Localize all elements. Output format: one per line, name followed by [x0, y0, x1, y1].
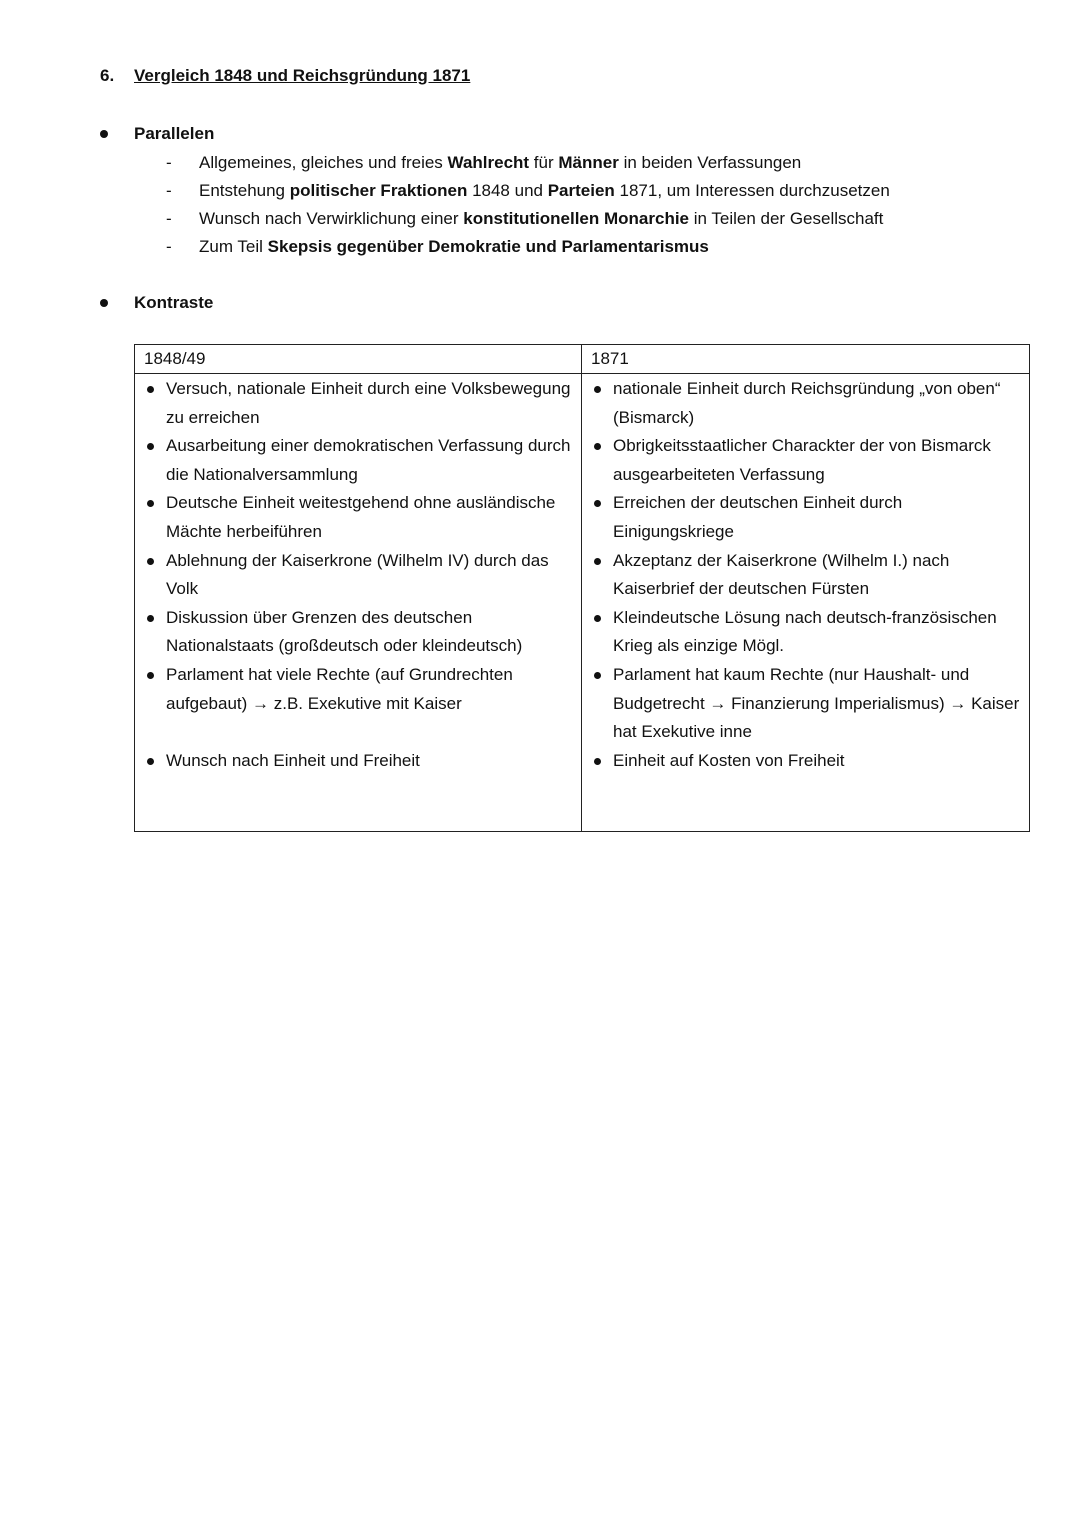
list-item: Deutsche Einheit weitestgehend ohne ausländische Mächte herbeiführen: [143, 489, 575, 546]
cell-1871: [582, 374, 1030, 832]
parallels-label: Parallelen: [134, 124, 215, 143]
item-text: 1871, um Interessen durchzusetzen: [614, 181, 890, 200]
header-1848: 1848/49: [135, 345, 582, 374]
header-1871: 1871: [582, 345, 1030, 374]
list-1871: [582, 375, 1029, 775]
dash-icon: -: [166, 237, 172, 256]
comparison-table: [134, 344, 1030, 832]
bullet-icon: [100, 299, 108, 307]
dash-icon: -: [166, 209, 172, 228]
item-text: in Teilen der Gesellschaft: [689, 209, 884, 228]
item-text: Wunsch nach Verwirklichung einer: [199, 209, 464, 228]
heading-title: Vergleich 1848 und Reichsgründung 1871: [134, 66, 471, 85]
emphasis-text: Wahlrecht: [447, 153, 530, 172]
list-item: Diskussion über Grenzen des deutschen Nationalstaats (großdeutsch oder kleindeutsch): [143, 604, 575, 661]
cell-1848: [135, 374, 582, 832]
item-text: Allgemeines, gleiches und freies: [199, 153, 448, 172]
table-header-row: [135, 345, 1030, 374]
parallel-item: [166, 234, 890, 262]
parallel-item: [166, 178, 890, 206]
list-item: Versuch, nationale Einheit durch eine Volksbewegung zu erreichen: [143, 375, 575, 432]
dash-icon: -: [166, 153, 172, 172]
list-item: Ausarbeitung einer demokratischen Verfassung durch die Nationalversammlung: [143, 432, 575, 489]
list-item: Kleindeutsche Lösung nach deutsch-französischen Krieg als einzige Mögl.: [590, 604, 1023, 661]
contrasts-label: Kontraste: [134, 293, 214, 312]
list-1848: [135, 375, 581, 775]
list-item: Akzeptanz der Kaiserkrone (Wilhelm I.) nach Kaiserbrief der deutschen Fürsten: [590, 547, 1023, 604]
item-text: für: [529, 153, 559, 172]
section-heading: [100, 66, 470, 86]
emphasis-text: konstitutionellen Monarchie: [463, 209, 690, 228]
list-item: Obrigkeitsstaatlicher Charackter der von Bismarck ausgearbeiteten Verfassung: [590, 432, 1023, 489]
heading-number: 6.: [100, 66, 115, 85]
emphasis-text: Männer: [558, 153, 619, 172]
parallel-item: [166, 150, 890, 178]
list-item: nationale Einheit durch Reichsgründung „von oben“ (Bismarck): [590, 375, 1023, 432]
table-row: [135, 374, 1030, 832]
list-item: Erreichen der deutschen Einheit durch Einigungskriege: [590, 489, 1023, 546]
list-item: Einheit auf Kosten von Freiheit: [590, 747, 1023, 776]
item-text: Entstehung: [199, 181, 290, 200]
item-text: in beiden Verfassungen: [618, 153, 802, 172]
emphasis-text: Parteien: [547, 181, 615, 200]
list-item: Wunsch nach Einheit und Freiheit: [143, 747, 575, 776]
item-text: Zum Teil: [199, 237, 268, 256]
emphasis-text: politischer Fraktionen: [289, 181, 468, 200]
list-item: Parlament hat kaum Rechte (nur Haushalt- und Budgetrecht → Finanzierung Imperialismus) → Kaiser hat Exekutive inne: [590, 661, 1023, 747]
bullet-icon: [100, 130, 108, 138]
list-item: Parlament hat viele Rechte (auf Grundrechten aufgebaut) → z.B. Exekutive mit Kaiser: [143, 661, 575, 718]
list-item: Ablehnung der Kaiserkrone (Wilhelm IV) durch das Volk: [143, 547, 575, 604]
dash-icon: -: [166, 181, 172, 200]
parallel-item: [166, 206, 890, 234]
emphasis-text: Skepsis gegenüber Demokratie und Parlamentarismus: [267, 237, 709, 256]
parallels-list: [166, 150, 890, 262]
item-text: 1848 und: [467, 181, 548, 200]
